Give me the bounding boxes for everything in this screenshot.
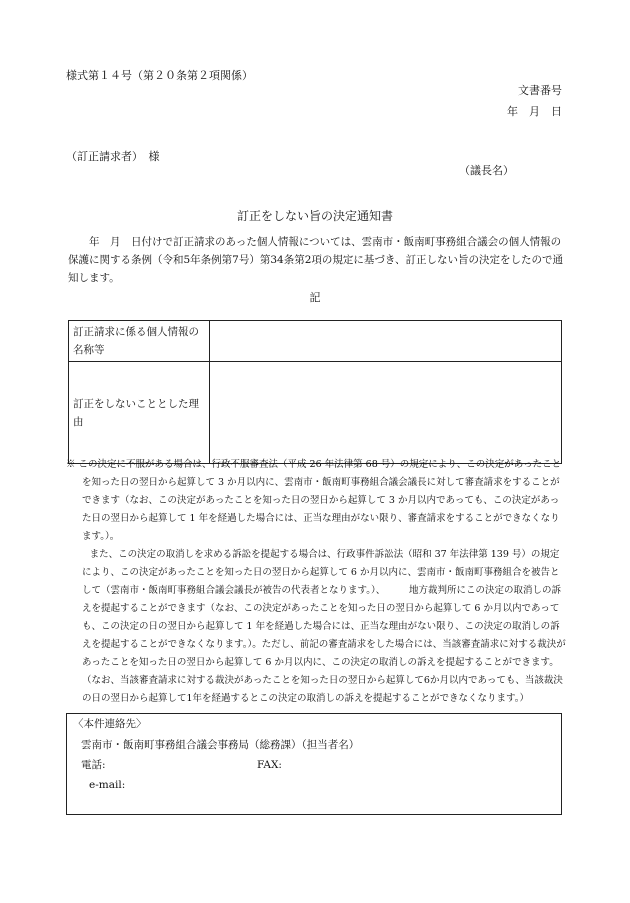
table-row [69, 362, 562, 464]
contact-office: 雲南市・飯南町事務組合議会事務局（総務課）（担当者名） [81, 739, 360, 751]
table-label-cell [69, 362, 210, 464]
phone-label: 電話: [81, 759, 106, 771]
appeal-notes [66, 456, 568, 708]
table-row [69, 321, 562, 362]
table-value-cell [210, 321, 562, 362]
body-text: 年 月 日付けで訂正請求のあった個人情報については、雲南市・飯南町事務組合議会の個人情報の保護に関する条例（令和5年条例第7号）第34条第2項の規定に基づき、訂正しない旨の決定をしたので通知します。 [68, 236, 563, 284]
email-label: e-mail: [89, 779, 126, 791]
note-paragraph-2: また、この決定の取消しを求める訴訟を提起する場合は、行政事件訴訟法（昭和 37 年法律第 139 号）の規定により、この決定があったことを知った日の翌日から起算して 6 か月以内に、雲南市・飯南町事務組合を被告として（雲南市・飯南町事務組合議会議長が被告の代表者となります。）、 地方裁判所にこの決定の取消しの訴えを提起することができます（なお、この決定があったことを知った日の翌日から起算して 6 か月以内であっても、この決定の日の翌日から起算して 1 年を経過した場合には、正当な理由がない限り、この決定の取消しの訴えを提起することができなくなります。）。ただし、前記の審査請求をした場合には、当該審査請求に対する裁決があったことを知った日の翌日から起算して 6 か月以内に、この決定の取消しの訴えを提起することができます。（なお、当該審査請求に対する裁決があったことを知った日の翌日から起算して6か月以内であっても、当該裁決の日の翌日から起算して1年を経過するとこの決定の取消しの訴えを提起することができなくなります。） [82, 549, 566, 704]
contact-heading: 〈本件連絡先〉 [73, 718, 147, 730]
addressee-name: （訂正請求者） 様 [66, 150, 160, 163]
contact-box [66, 713, 562, 815]
reason-label: 訂正をしないこととした理由 [73, 397, 199, 428]
name-of-info-label: 訂正請求に係る個人情報の名称等 [73, 326, 199, 356]
table-label-cell [69, 321, 210, 362]
info-table [68, 320, 562, 464]
document-number-label: 文書番号 [518, 84, 562, 97]
form-number: 様式第１４号（第２０条第２項関係） [66, 69, 253, 82]
ki-label: 記 [309, 291, 321, 304]
note-paragraph-1: ※ この決定に不服がある場合は、行政不服審査法（平成 26 年法律第 68 号）の規定により、この決定があったことを知った日の翌日から起算して 3 か月以内に、雲南市・飯南町事務組合議会議長に対して審査請求をすることができます（なお、この決定があったことを知った日の翌日から起算して 3 か月以内であっても、この決定があった日の翌日から起算して 1 年を経過した場合には、正当な理由がない限り、審査請求をすることができなくなります。）。 [66, 459, 562, 542]
document-title: 訂正をしない旨の決定通知書 [236, 209, 393, 223]
body-paragraph [68, 233, 564, 287]
table-value-cell [210, 362, 562, 464]
issuer-name: （議長名） [459, 164, 514, 177]
date-label: 年 月 日 [507, 105, 562, 118]
fax-label: FAX: [257, 759, 282, 771]
